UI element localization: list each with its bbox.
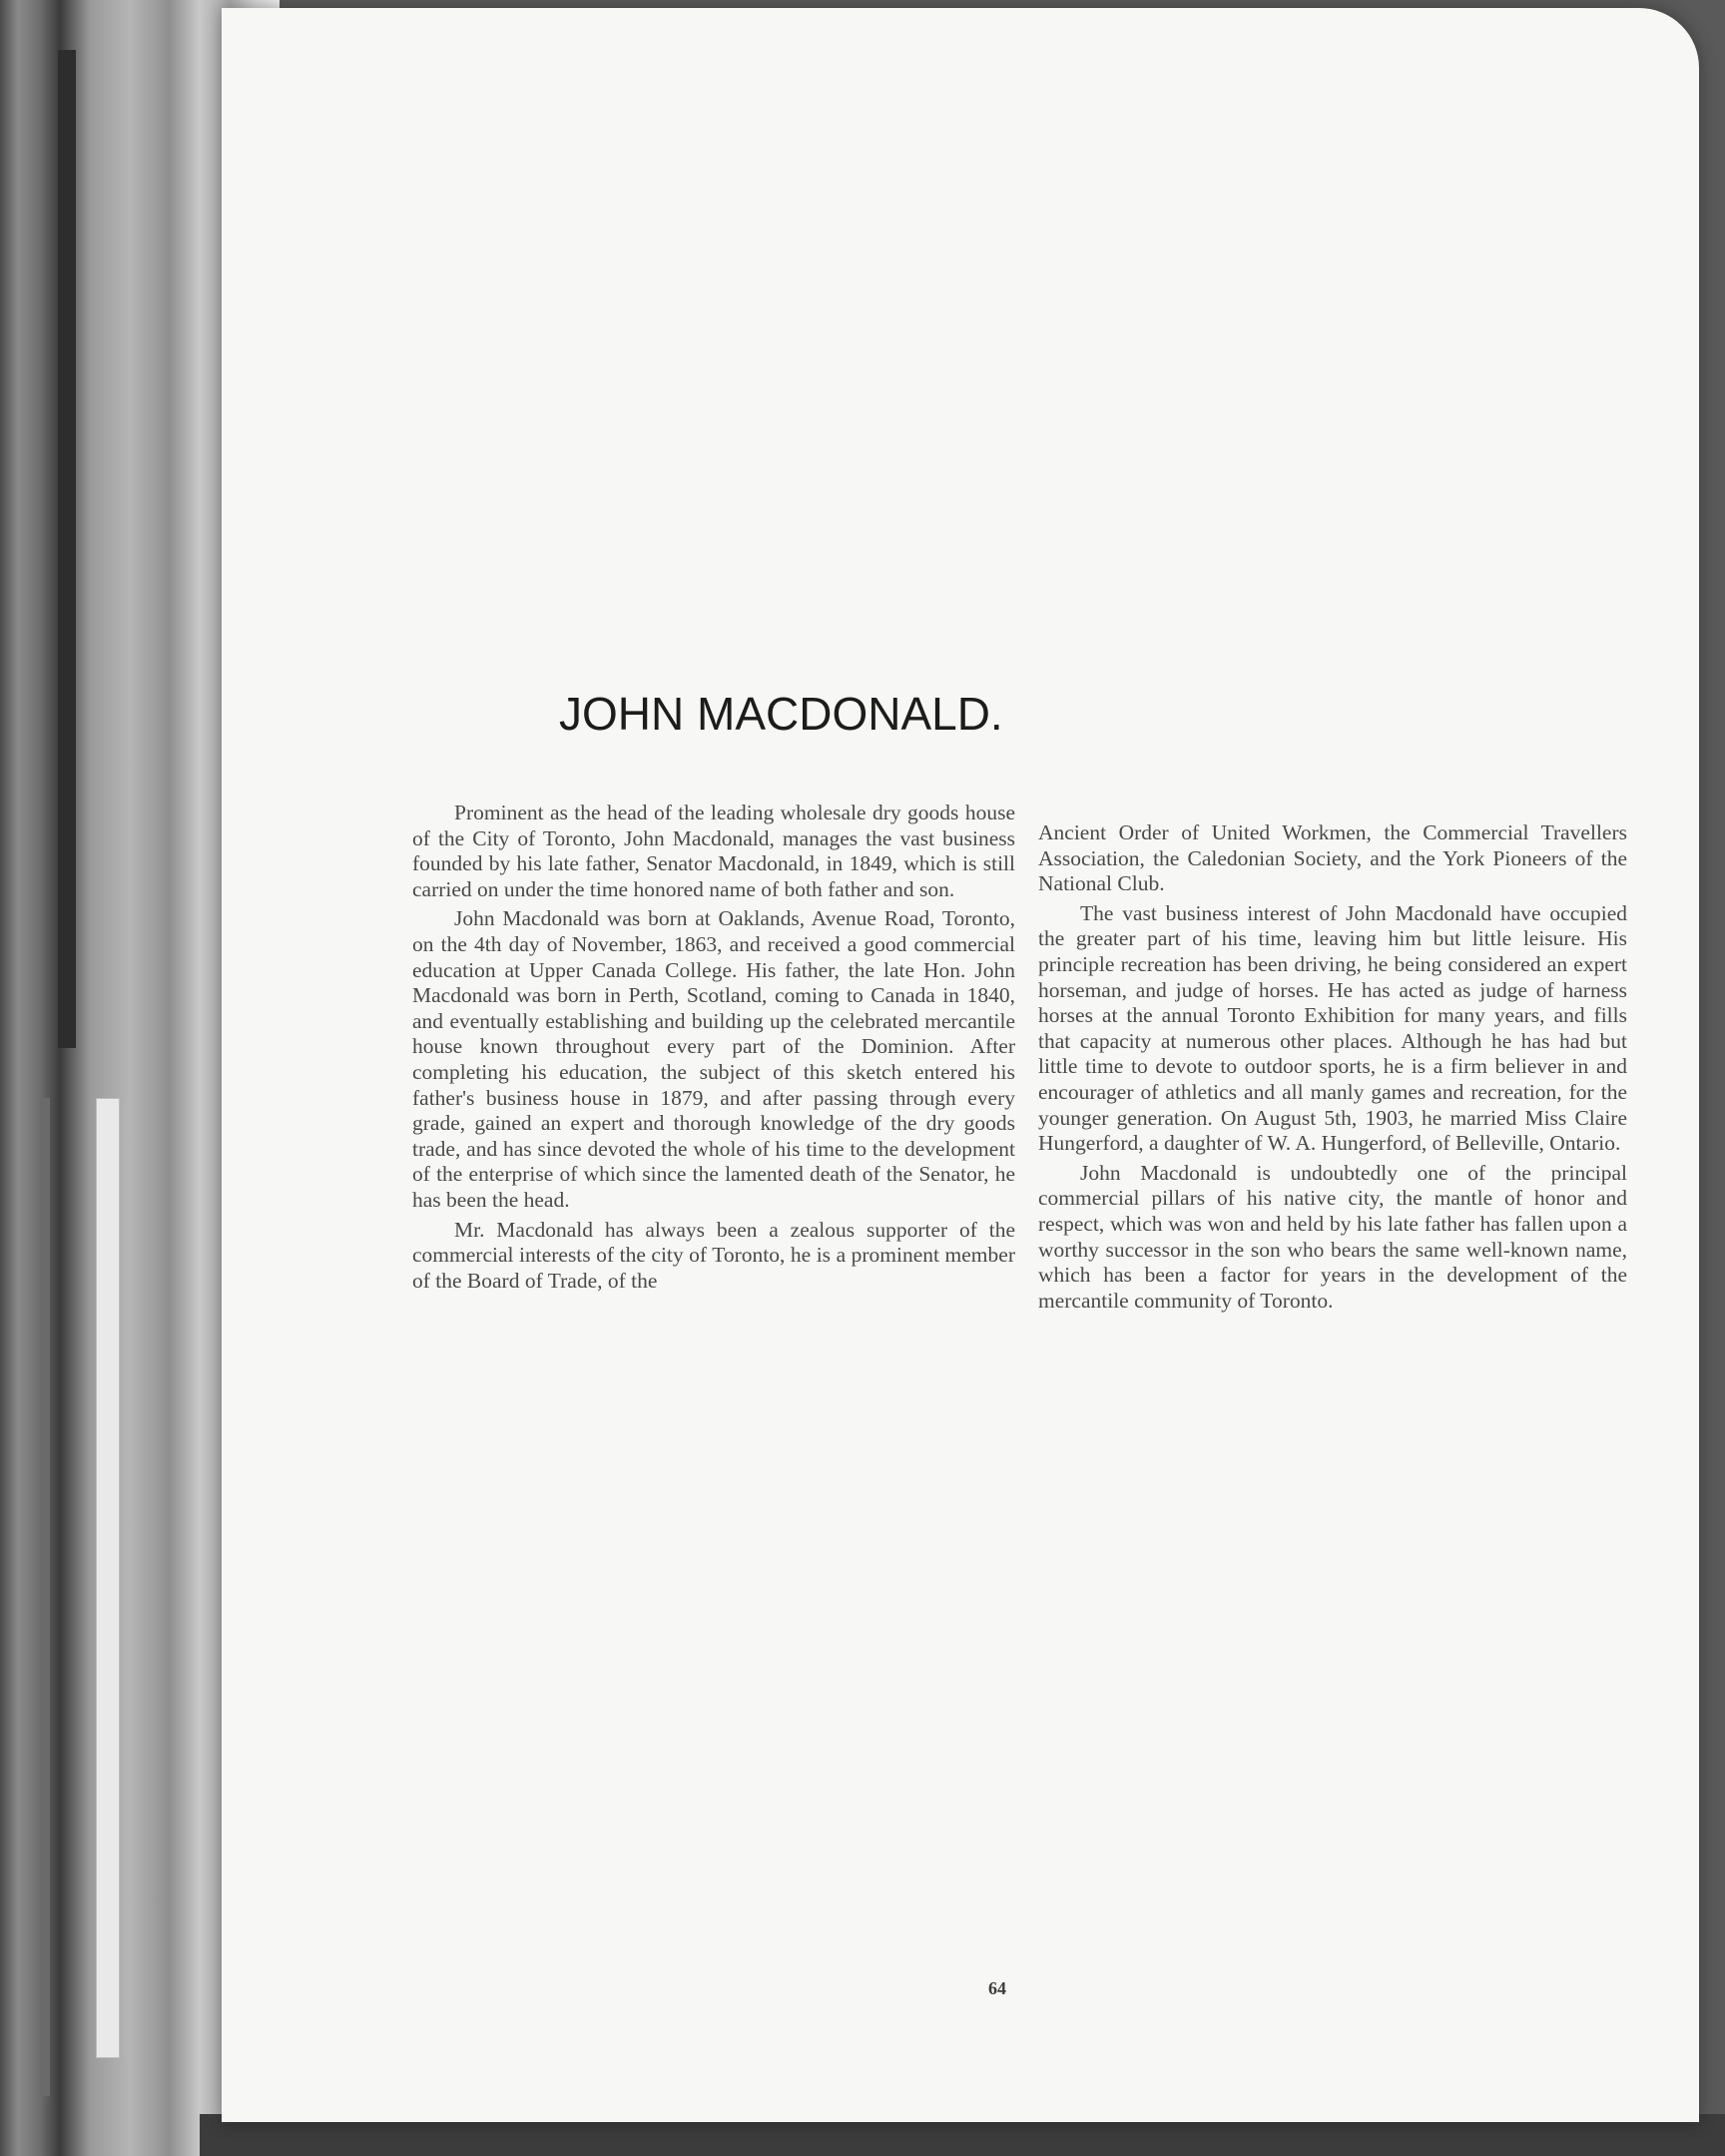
page-title: JOHN MACDONALD. [559, 688, 1003, 740]
paragraph: Prominent as the head of the leading wholesale dry goods house of the City of Toronto, John Macdonald, manages the vast business founded by his late father, Senator Macdonald, in 1849, which is still carried on under the time honored name of both father and son. [412, 801, 1015, 901]
paragraph: Ancient Order of United Workmen, the Commercial Travellers Association, the Caledonian Society, and the York Pioneers of the National Club. [1038, 820, 1627, 896]
paragraph: The vast business interest of John Macdonald have occupied the greater part of his time, leaving him but little leisure. His principle recreation has been driving, he being considered an expert horseman, and judge of horses. He has acted as judge of harness horses at the annual Toronto Exhibition for many years, and fills that capacity at numerous other places. Although he has had but little time to devote to outdoor sports, he is a firm believer in and encourager of athletics and all manly games and recreation, for the younger generation. On August 5th, 1903, he married Miss Claire Hungerford, a daughter of W. A. Hungerford, of Belleville, Ontario. [1038, 900, 1627, 1156]
spine-binding-line [58, 50, 76, 1048]
spine-paper-strip [96, 1098, 120, 2058]
paragraph: John Macdonald was born at Oaklands, Avenue Road, Toronto, on the 4th day of November, 1863, and received a good commercial education at Upper Canada College. His father, the late Hon. John Macdonald was born in Perth, Scotland, coming to Canada in 1840, and eventually establishing and building up the celebrated mercantile house known throughout every part of the Dominion. After completing his education, the subject of this sketch entered his father's business house in 1879, and after passing through every grade, gained an expert and thorough knowledge of the dry goods trade, and has since devoted the whole of his time to the development of the enterprise of which since the lamented death of the Senator, he has been the head. [412, 906, 1015, 1212]
paragraph: Mr. Macdonald has always been a zealous supporter of the commercial interests of the city of Toronto, he is a prominent member of the Board of Trade, of the [412, 1217, 1015, 1293]
spine-binding-shadow [40, 1098, 50, 2096]
paragraph: John Macdonald is undoubtedly one of the principal commercial pillars of his native city, the mantle of honor and respect, which was won and held by his late father has fallen upon a worthy successor in the son who bears the same well-known name, which has been a factor for years in the development of the mercantile community of Toronto. [1038, 1160, 1627, 1313]
right-text-column [1038, 820, 1627, 1314]
left-text-column [412, 801, 1015, 1294]
page-number: 64 [988, 1978, 1006, 1998]
